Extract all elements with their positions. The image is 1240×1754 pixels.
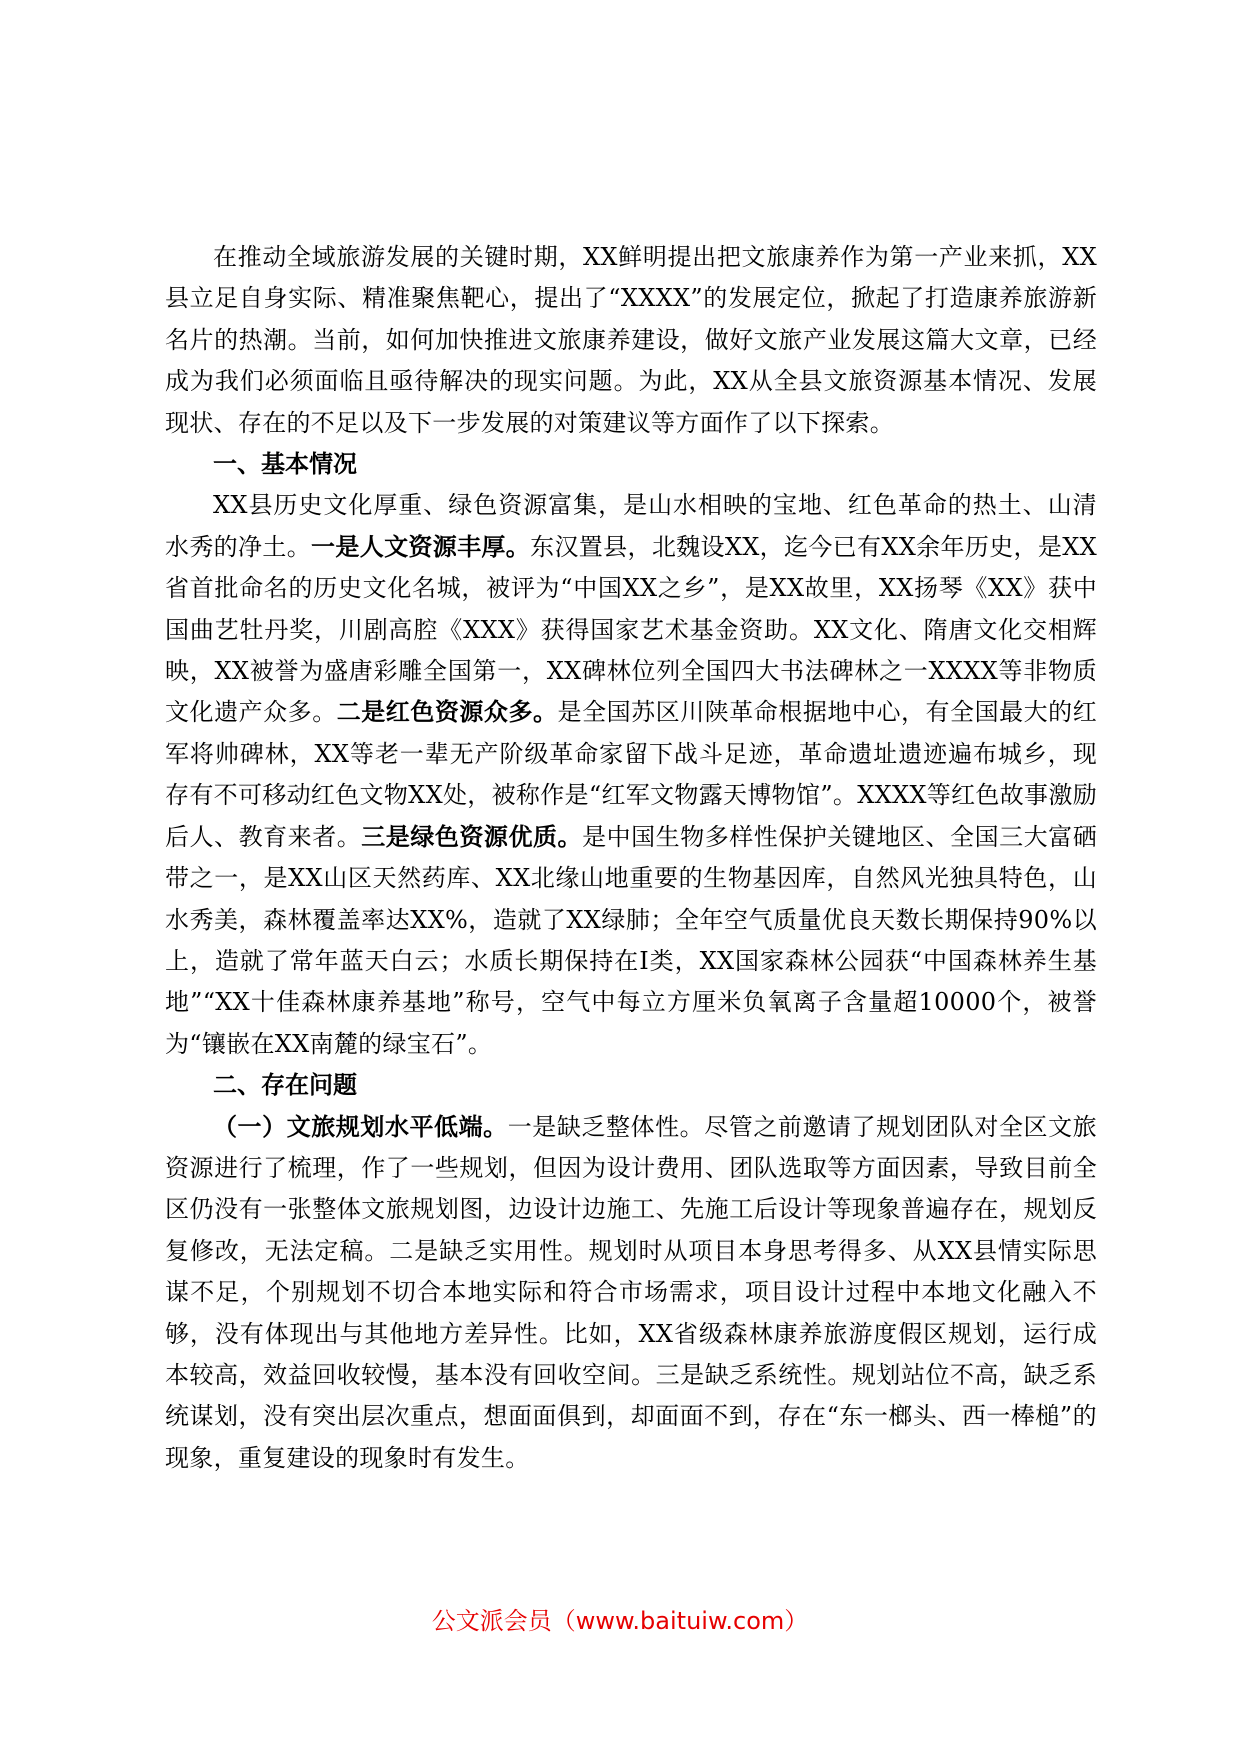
paragraph-opening: XX县历史文化厚重、绿色资源富集，是山水相映的宝地、红色革命的热土、山清水秀的净土。 bbox=[165, 491, 1097, 561]
document-body bbox=[165, 237, 1097, 1479]
section-heading-basic-situation: 一、基本情况 bbox=[213, 450, 357, 479]
intro-paragraph: 在推动全域旅游发展的关键时期，XX鲜明提出把文旅康养作为第一产业来抓，XX县立足自身实际、精准聚焦靶心，提出了“XXXX”的发展定位，掀起了打造康养旅游新名片的热潮。当前，如何加快推进文旅康养建设，做好文旅产业发展这篇大文章，已经成为我们必须面临且亟待解决的现实问题。为此，XX从全县文旅资源基本情况、发展现状、存在的不足以及下一步发展的对策建议等方面作了以下探索。 bbox=[165, 243, 1097, 437]
planning-problems-paragraph bbox=[165, 1107, 1097, 1480]
basic-situation-paragraph bbox=[165, 485, 1097, 1065]
planning-problems-text: 一是缺乏整体性。尽管之前邀请了规划团队对全区文旅资源进行了梳理，作了一些规划，但因为设计费用、团队选取等方面因素，导致目前全区仍没有一张整体文旅规划图，边设计边施工、先施工后设计等现象普遍存在，规划反复修改，无法定稿。二是缺乏实用性。规划时从项目本身思考得多、从XX县情实际思谋不足，个别规划不切合本地实际和符合市场需求，项目设计过程中本地文化融入不够，没有体现出与其他地方差异性。比如，XX省级森林康养旅游度假区规划，运行成本较高，效益回收较慢，基本没有回收空间。三是缺乏系统性。规划站位不高，缺乏系统谋划，没有突出层次重点，想面面俱到，却面面不到，存在“东一榔头、西一棒槌”的现象，重复建设的现象时有发生。 bbox=[165, 1112, 1097, 1472]
section-heading-existing-problems: 二、存在问题 bbox=[213, 1071, 357, 1100]
footer-watermark: 公文派会员（www.baituiw.com） bbox=[431, 1607, 809, 1635]
highlight-cultural-resources: 一是人文资源丰厚。 bbox=[311, 532, 531, 561]
cultural-resources-text: 东汉置县，北魏设XX，迄今已有XX余年历史，是XX省首批命名的历史文化名城，被评为“中国XX之乡”，是XX故里，XX扬琴《XX》获中国曲艺牡丹奖，川剧高腔《XXX》获得国家艺术基金资助。XX文化、隋唐文化交相辉映，XX被誉为盛唐彩雕全国第一，XX碑林位列全国四大书法碑林之一XXXX等非物质文化遗产众多。 bbox=[165, 532, 1097, 727]
highlight-green-resources: 三是绿色资源优质。 bbox=[361, 822, 583, 851]
green-resources-text: 是中国生物多样性保护关键地区、全国三大富硒带之一，是XX山区天然药库、XX北缘山地重要的生物基因库，自然风光独具特色，山水秀美，森林覆盖率达XX%，造就了XX绿肺；全年空气质量优良天数长期保持90%以上，造就了常年蓝天白云；水质长期保持在Ⅰ类，XX国家森林公园获“中国森林养生基地”“XX十佳森林康养基地”称号，空气中每立方厘米负氧离子含量超10000个，被誉为“镶嵌在XX南麓的绿宝石”。 bbox=[165, 822, 1097, 1058]
red-resources-text: 是全国苏区川陕革命根据地中心，有全国最大的红军将帅碑林，XX等老一辈无产阶级革命家留下战斗足迹，革命遗址遗迹遍布城乡，现存有不可移动红色文物XX处，被称作是“红军文物露天博物馆”。XXXX等红色故事激励后人、教育来者。 bbox=[165, 698, 1097, 851]
highlight-red-resources: 二是红色资源众多。 bbox=[336, 698, 558, 727]
sub-heading-planning-level: （一）文旅规划水平低端。 bbox=[213, 1112, 508, 1141]
